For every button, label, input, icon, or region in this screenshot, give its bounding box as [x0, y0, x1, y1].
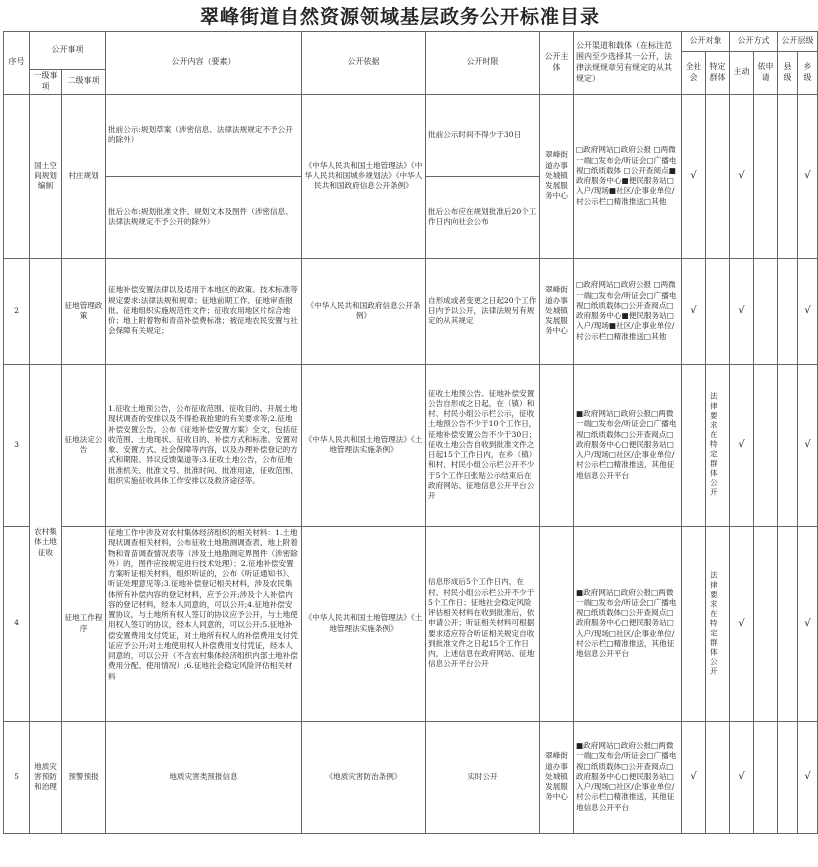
row-check-apply — [754, 258, 778, 364]
row-level2: 村庄规划 — [62, 94, 106, 258]
row-check-town: √ — [798, 94, 818, 258]
row-check-county — [778, 526, 798, 721]
row-check-all: √ — [682, 94, 706, 258]
row-basis: 《中华人民共和国土地管理法》《中华人民共和国城乡规划法》《中华人民共和国政府信息公开条例》 — [302, 94, 426, 258]
row-check-county — [778, 94, 798, 258]
header-audience: 公开对象 — [682, 32, 730, 52]
row-level2: 预警预报 — [62, 721, 106, 833]
row-time: 征收土地预公告、征地补偿安置公告自形成之日起，在（镇）和村、村民小组公示栏公示，征收土地预公告不少于10个工作日，征地补偿安置公告不少于30日；征收土地公告自收到批准文件之日起15个工作日内，在乡（镇）和村、村民小组公示栏公开不少于5个工作日张贴公示结束后在政府网站、征地信息公开平台公开 — [426, 364, 540, 526]
row-seq: 5 — [4, 721, 30, 833]
row-check-active: √ — [730, 364, 754, 526]
row-check-active: √ — [730, 526, 754, 721]
disclosure-table — [3, 31, 818, 834]
row-time: 批前公示时间不得少于30日 — [426, 94, 540, 176]
row-level1: 国土空间规划编制 — [30, 94, 62, 258]
table-row — [4, 94, 818, 176]
row-specific-note: 法律要求在特定群体公开 — [706, 526, 730, 721]
row-time: 信息形成后5个工作日内，在村、村民小组公示栏公开不少于5个工作日；征地社会稳定风险评估相关材料在收到批准后，依申请公开；听证相关材料可根据要求适应符合听证相关规定自收到批准文件之日起15个工作日内，上述信息在政府网站、征地信息公开平台公开 — [426, 526, 540, 721]
row-check-town: √ — [798, 258, 818, 364]
row-check-apply — [754, 94, 778, 258]
row-check-apply — [754, 526, 778, 721]
row-level2: 征地法定公告 — [62, 364, 106, 526]
row-subject: 翠峰街道办事处城镇发展服务中心 — [540, 258, 574, 364]
row-basis: 《中华人民共和国政府信息公开条例》 — [302, 258, 426, 364]
header-level1: 一级事项 — [30, 70, 62, 95]
row-content: 征地工作中涉及对农村集体经济组织的相关材料：1.土地现状调查相关材料，公布征收土地勘测调查表、地上附着物和青苗调查情况表等（涉及土地勘测定界图件（涉密除外）的，图件应按规定进行技术处理）；2.征地补偿安置方案听证相关材料，组织听证的，公布《听证通知书》、听证处理意见等;3.征地补偿登记相关材料，涉及农民集体所有补偿内容的登记材料，应予公开;涉及个人补偿内容的登记材料，经本人同意的，可以公开;4.征地补偿安置协议，与土地所有权人签订的协议应予公开，与土地使用权人签订的协议，经本人同意的，可以公开;5.征地补偿安置费用支付凭证，对土地所有权人的补偿费用支付凭证应予公开;对土地使用权人补偿费用支付凭证，经本人同意的，可以公开（不含农村集体经济组织内部土地补偿费用分配、使用情况）;6.征地社会稳定风险评估相关材料 — [106, 526, 302, 721]
row-subject: 翠峰街道办事处城镇发展服务中心 — [540, 721, 574, 833]
header-specific: 特定群体 — [706, 52, 730, 95]
table-row — [4, 721, 818, 833]
header-row — [4, 32, 818, 52]
header-channel: 公开渠道和载体（在标注范围内至少选择其一公开，法律法规规章另有规定的从其规定） — [574, 32, 682, 95]
row-channel: ■政府网站□政府公报□两微一端□发布会/听证会□广播电视□纸质载体□公开查阅点□政府服务中心□便民服务站□入户/现场□社区/企事业单位/村公示栏□精准推送，其他征地信息公开平台 — [574, 364, 682, 526]
header-time: 公开时限 — [426, 32, 540, 95]
row-subject — [540, 526, 574, 721]
row-level1: 地质灾害预防和治理 — [30, 721, 62, 833]
header-basis: 公开依据 — [302, 32, 426, 95]
table-row — [4, 526, 818, 721]
row-basis: 《中华人民共和国土地管理法》《土地管理法实施条例》 — [302, 526, 426, 721]
row-check-town: √ — [798, 526, 818, 721]
row-seq: 2 — [4, 258, 30, 364]
row-time: 自形成或者变更之日起20个工作日内予以公开，法律法规另有规定的从其规定 — [426, 258, 540, 364]
header-all: 全社会 — [682, 52, 706, 95]
row-subject: 翠峰街道办事处城镇发展服务中心 — [540, 94, 574, 258]
row-check-apply — [754, 364, 778, 526]
row-channel: □政府网站□政府公报 □两微一端□发布会/听证会□广播电视□纸质载体 □公开查阅点■政府服务中心■便民服务站□入户/现场■社区/企事业单位/村公示栏□精准推送□其他 — [574, 94, 682, 258]
header-seq: 序号 — [4, 32, 30, 95]
row-content: 批前公示:规划草案（涉密信息、法律法规规定不予公开的除外） — [106, 94, 302, 176]
header-town: 乡级 — [798, 52, 818, 95]
row-level2: 征地工作程序 — [62, 526, 106, 721]
row-basis: 《地质灾害防治条例》 — [302, 721, 426, 833]
row-content: 地质灾害类预报信息 — [106, 721, 302, 833]
row-check-active: √ — [730, 721, 754, 833]
row-level1 — [30, 258, 62, 364]
row-channel: ■政府网站□政府公报□两微一端□发布会/听证会□广播电视□纸质载体□公开查阅点□政府服务中心□便民服务站□入户/现场□社区/企事业单位/村公示栏□精准推送，其他征地信息公开平台 — [574, 526, 682, 721]
row-check-active: √ — [730, 258, 754, 364]
row-channel: □政府网站□政府公报 □两微一端□发布会/听证会□广播电视□纸质载体□公开查阅点□政府服务中心■便民服务站□入户/现场■社区/企事业单位/村公示栏□精准推送□其他 — [574, 258, 682, 364]
row-check-town: √ — [798, 364, 818, 526]
header-apply: 依申请 — [754, 52, 778, 95]
row-content: 征地补偿安置法律以及适用于本地区的政策、技术标准等规定要求:法律法规和规章；征地前期工作、征地审查报批、征地组织实施规范性文件；征收农用地区片综合地价；地上附着物和青苗补偿费标准；被征地农民安置与社会保障有关规定； — [106, 258, 302, 364]
header-level: 公开层级 — [778, 32, 818, 52]
row-specific-note: 法律要求在特定群体公开 — [706, 364, 730, 526]
row-check-all: √ — [682, 258, 706, 364]
row-level2: 征地管理政策 — [62, 258, 106, 364]
row-check-all — [682, 364, 706, 526]
row-check-apply — [754, 721, 778, 833]
row-seq: 4 — [4, 526, 30, 721]
row-seq: 3 — [4, 364, 30, 526]
row-check-active: √ — [730, 94, 754, 258]
row-check-county — [778, 258, 798, 364]
row-check-county — [778, 721, 798, 833]
row-content: 1.征收土地预公告，公布征收范围、征收目的、开展土地现状调查的安排以及不得抢栽抢建的有关要求等;2.征地补偿安置公告，公布《征地补偿安置方案》全文，包括征收范围、土地现状、征收目的、补偿方式和标准、安置对象、安置方式、社会保障等内容，以及办理补偿登记的方式和期限、异议反馈渠道等;3.征收土地公告，公布征地批准机关、批准文号、批准时间、批准用途，征收范围、组织实施征收具体工作安排以及救济途径等。 — [106, 364, 302, 526]
row-check-specific — [706, 258, 730, 364]
row-subject — [540, 364, 574, 526]
header-content: 公开内容（要素） — [106, 32, 302, 95]
row-content: 批后公布:规划批准文件、规划文本及图件（涉密信息、法律法规规定不予公开的除外） — [106, 176, 302, 258]
header-level2: 二级事项 — [62, 70, 106, 95]
row-time: 实时公开 — [426, 721, 540, 833]
row-check-town: √ — [798, 721, 818, 833]
row-check-all: √ — [682, 721, 706, 833]
group-land-collect: 农村集体土地征收 — [30, 364, 62, 721]
header-mode: 公开方式 — [730, 32, 778, 52]
row-seq — [4, 94, 30, 258]
header-subject: 公开主体 — [540, 32, 574, 95]
page-title: 翠峰街道自然资源领域基层政务公开标准目录 — [199, 6, 600, 28]
row-check-specific — [706, 94, 730, 258]
row-channel: ■政府网站□政府公报□两微一端□发布会/听证会□广播电视□纸质载体□公开查阅点□政府服务中心□便民服务站□入户/现场□社区/企事业单位/村公示栏□精准推送，其他征地信息公开平台 — [574, 721, 682, 833]
row-basis: 《中华人民共和国土地管理法》《土地管理法实施条例》 — [302, 364, 426, 526]
header-active: 主动 — [730, 52, 754, 95]
row-check-specific — [706, 721, 730, 833]
header-items: 公开事项 — [30, 32, 106, 70]
header-county: 县级 — [778, 52, 798, 95]
row-time: 批后公布应在规划批准后20个工作日内向社会公布 — [426, 176, 540, 258]
row-check-all — [682, 526, 706, 721]
table-row — [4, 364, 818, 526]
row-check-county — [778, 364, 798, 526]
table-row — [4, 258, 818, 364]
